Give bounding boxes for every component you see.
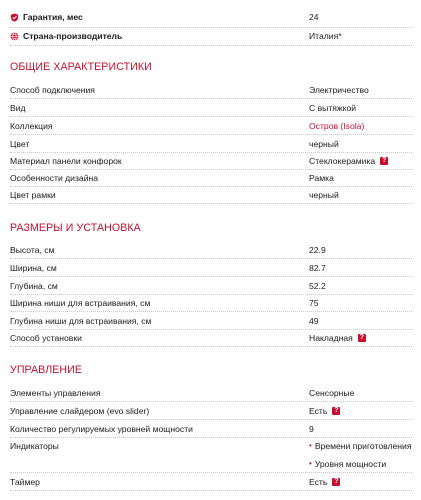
country-row — [10, 30, 412, 42]
spec-label: Коллекция — [10, 121, 53, 131]
spec-row — [10, 458, 412, 470]
warranty-row — [10, 11, 412, 23]
separator — [10, 276, 412, 277]
spec-row — [10, 440, 412, 452]
spec-value: 22.9 — [309, 245, 326, 255]
spec-value: черный — [309, 139, 339, 149]
spec-row — [10, 155, 412, 167]
spec-value: Рамка — [309, 173, 334, 183]
collection-link[interactable]: Остров (Isola) — [309, 121, 365, 131]
separator — [10, 186, 412, 187]
separator — [10, 437, 412, 438]
spec-value: Стеклокерамика — [309, 156, 376, 166]
separator — [10, 98, 412, 99]
section-title-general: ОБЩИЕ ХАРАКТЕРИСТИКИ — [10, 61, 152, 73]
separator — [10, 169, 412, 170]
help-icon[interactable]: ? — [382, 157, 387, 164]
spec-label: Способ подключения — [10, 85, 95, 95]
spec-row — [10, 84, 412, 96]
spec-value: 75 — [309, 298, 319, 308]
separator — [10, 346, 412, 347]
globe-icon — [10, 32, 19, 41]
spec-row — [10, 138, 412, 150]
spec-row — [10, 405, 412, 417]
spec-label: Материал панели конфорок — [10, 156, 122, 166]
spec-value: С вытяжкой — [309, 103, 357, 113]
spec-value: Времени приготовления — [314, 441, 412, 451]
spec-label: Цвет — [10, 139, 30, 149]
spec-label: Высота, см — [10, 245, 55, 255]
spec-value: Есть — [309, 477, 328, 487]
separator — [10, 134, 412, 135]
spec-value: 9 — [309, 424, 314, 434]
spec-value: Накладная — [309, 333, 353, 343]
spec-label: Ширина ниши для встраивания, см — [10, 298, 151, 308]
spec-row — [10, 189, 412, 201]
spec-row — [10, 423, 412, 435]
spec-row — [10, 262, 412, 274]
spec-value: Уровня мощности — [314, 459, 387, 469]
spec-label: Управление слайдером (evo slider) — [10, 406, 150, 416]
separator — [10, 258, 412, 259]
spec-row — [10, 172, 412, 184]
separator — [10, 472, 412, 473]
shield-check-icon — [10, 13, 19, 22]
spec-value: Есть — [309, 406, 328, 416]
spec-row — [10, 297, 412, 309]
spec-row — [10, 102, 412, 114]
spec-label: Количество регулируемых уровней мощности — [10, 424, 193, 434]
separator — [10, 294, 412, 295]
spec-label: Вид — [10, 103, 26, 113]
spec-value: черный — [309, 190, 339, 200]
separator — [10, 329, 412, 330]
separator — [10, 27, 412, 28]
spec-label: Ширина, см — [10, 263, 57, 273]
warranty-value: 24 — [309, 12, 319, 22]
section-title-control: УПРАВЛЕНИЕ — [10, 364, 83, 376]
help-icon[interactable]: ? — [334, 407, 339, 414]
separator — [10, 311, 412, 312]
spec-value: 49 — [309, 316, 319, 326]
section-title-sizes: РАЗМЕРЫ И УСТАНОВКА — [10, 222, 141, 234]
spec-row — [10, 315, 412, 327]
spec-label: Таймер — [10, 477, 40, 487]
spec-label: Особенности дизайна — [10, 173, 99, 183]
spec-label: Способ установки — [10, 333, 82, 343]
country-label: Страна-производитель — [23, 31, 123, 41]
spec-row — [10, 476, 412, 488]
separator — [10, 203, 412, 204]
help-icon[interactable]: ? — [334, 478, 339, 485]
separator — [10, 490, 412, 491]
spec-row — [10, 387, 412, 399]
spec-label: Индикаторы — [10, 441, 59, 451]
spec-row — [10, 280, 412, 292]
separator — [10, 401, 412, 402]
separator — [10, 152, 412, 153]
warranty-label: Гарантия, мес — [23, 12, 83, 22]
separator — [10, 45, 412, 46]
separator — [10, 116, 412, 117]
bullet-icon: • — [309, 441, 312, 450]
spec-value: Электричество — [309, 85, 369, 95]
spec-label: Глубина ниши для встраивания, см — [10, 316, 152, 326]
spec-row — [10, 332, 412, 344]
spec-value: 82.7 — [309, 263, 326, 273]
country-value: Италия* — [309, 31, 342, 41]
spec-label: Глубина, см — [10, 281, 58, 291]
separator — [10, 419, 412, 420]
help-icon[interactable]: ? — [359, 334, 364, 341]
spec-row — [10, 244, 412, 256]
spec-value: 52.2 — [309, 281, 326, 291]
spec-label: Элементы управления — [10, 388, 101, 398]
spec-row — [10, 120, 412, 132]
spec-value: Сенсорные — [309, 388, 355, 398]
bullet-icon: • — [309, 459, 312, 468]
spec-label: Цвет рамки — [10, 190, 56, 200]
